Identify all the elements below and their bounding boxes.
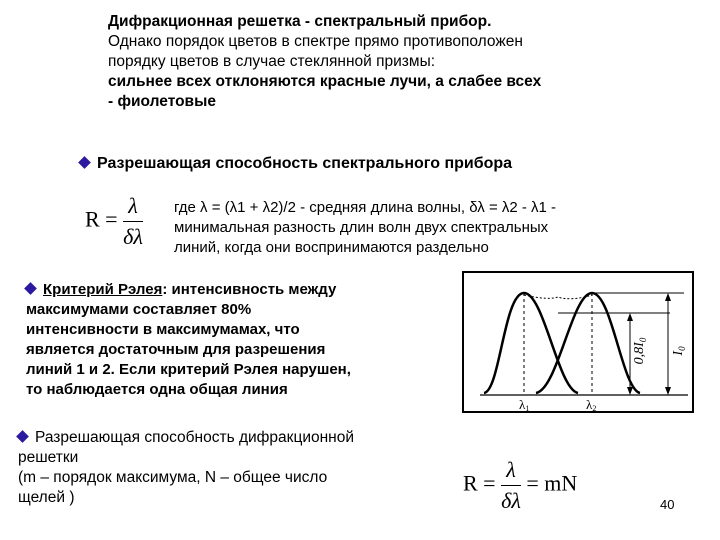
formula-numerator: λ	[501, 457, 521, 486]
formula-denominator: δλ	[501, 488, 521, 513]
rayleigh-line: : интенсивность между	[162, 281, 337, 298]
formula-fraction	[123, 193, 143, 250]
grating-resolving-power-text	[18, 428, 448, 508]
intro-line: Дифракционная решетка - спектральный прибор.	[108, 13, 492, 30]
label-lambda2: λ2	[586, 397, 597, 413]
rayleigh-line: линий 1 и 2. Если критерий Рэлея нарушен,	[26, 361, 351, 378]
rayleigh-line: то наблюдается одна общая линия	[26, 381, 288, 398]
formula-rhs: = mN	[526, 470, 578, 496]
grating-line: (m – порядок максимума, N – общее число	[18, 469, 328, 486]
grating-line: щелей )	[18, 489, 75, 506]
intro-line: порядку цветов в случае стеклянной призмы:	[108, 53, 436, 70]
rayleigh-criterion-diagram	[462, 271, 694, 413]
label-lambda1: λ1	[519, 397, 530, 413]
rayleigh-criterion-link[interactable]: Критерий Рэлея	[43, 281, 163, 298]
formula-denominator: δλ	[123, 224, 143, 249]
rayleigh-line: является достаточным для разрешения	[26, 341, 326, 358]
diamond-bullet-icon	[78, 156, 91, 169]
explanation-line: где λ = (λ1 + λ2)/2 - средняя длина волны, δλ = λ2 - λ1 -	[174, 199, 557, 216]
intro-line: Однако порядок цветов в спектре прямо противоположен	[108, 33, 523, 50]
intro-line: - фиолетовые	[108, 93, 216, 110]
intro-line: сильнее всех отклоняются красные лучи, а слабее всех	[108, 73, 542, 90]
grating-line: решетки	[18, 449, 79, 466]
grating-line: Разрешающая способность дифракционной	[35, 429, 354, 446]
resolving-power-heading	[80, 155, 512, 173]
formula-numerator: λ	[123, 193, 143, 222]
formula-lhs: R =	[463, 470, 496, 496]
formula-lhs: R =	[85, 206, 118, 232]
diamond-bullet-icon	[24, 282, 37, 295]
page-number: 40	[660, 497, 675, 512]
rayleigh-line: интенсивности в максимумамах, что	[26, 321, 300, 338]
resolving-power-formula	[85, 193, 143, 250]
label-i0: $I_0$	[671, 346, 687, 356]
explanation-line: линий, когда они воспринимаются раздельно	[174, 239, 489, 256]
formula-explanation	[174, 198, 644, 258]
rayleigh-line: максимумами составляет 80%	[26, 301, 252, 318]
label-08i0: $0,8I_0$	[632, 337, 648, 365]
formula-fraction	[501, 457, 521, 514]
intro-text	[108, 12, 688, 112]
diamond-bullet-icon	[16, 430, 29, 443]
explanation-line: минимальная разность длин волн двух спектральных	[174, 219, 549, 236]
rayleigh-criterion-text	[26, 280, 446, 400]
grating-formula	[463, 457, 577, 514]
heading-text: Разрешающая способность спектрального прибора	[97, 155, 513, 172]
